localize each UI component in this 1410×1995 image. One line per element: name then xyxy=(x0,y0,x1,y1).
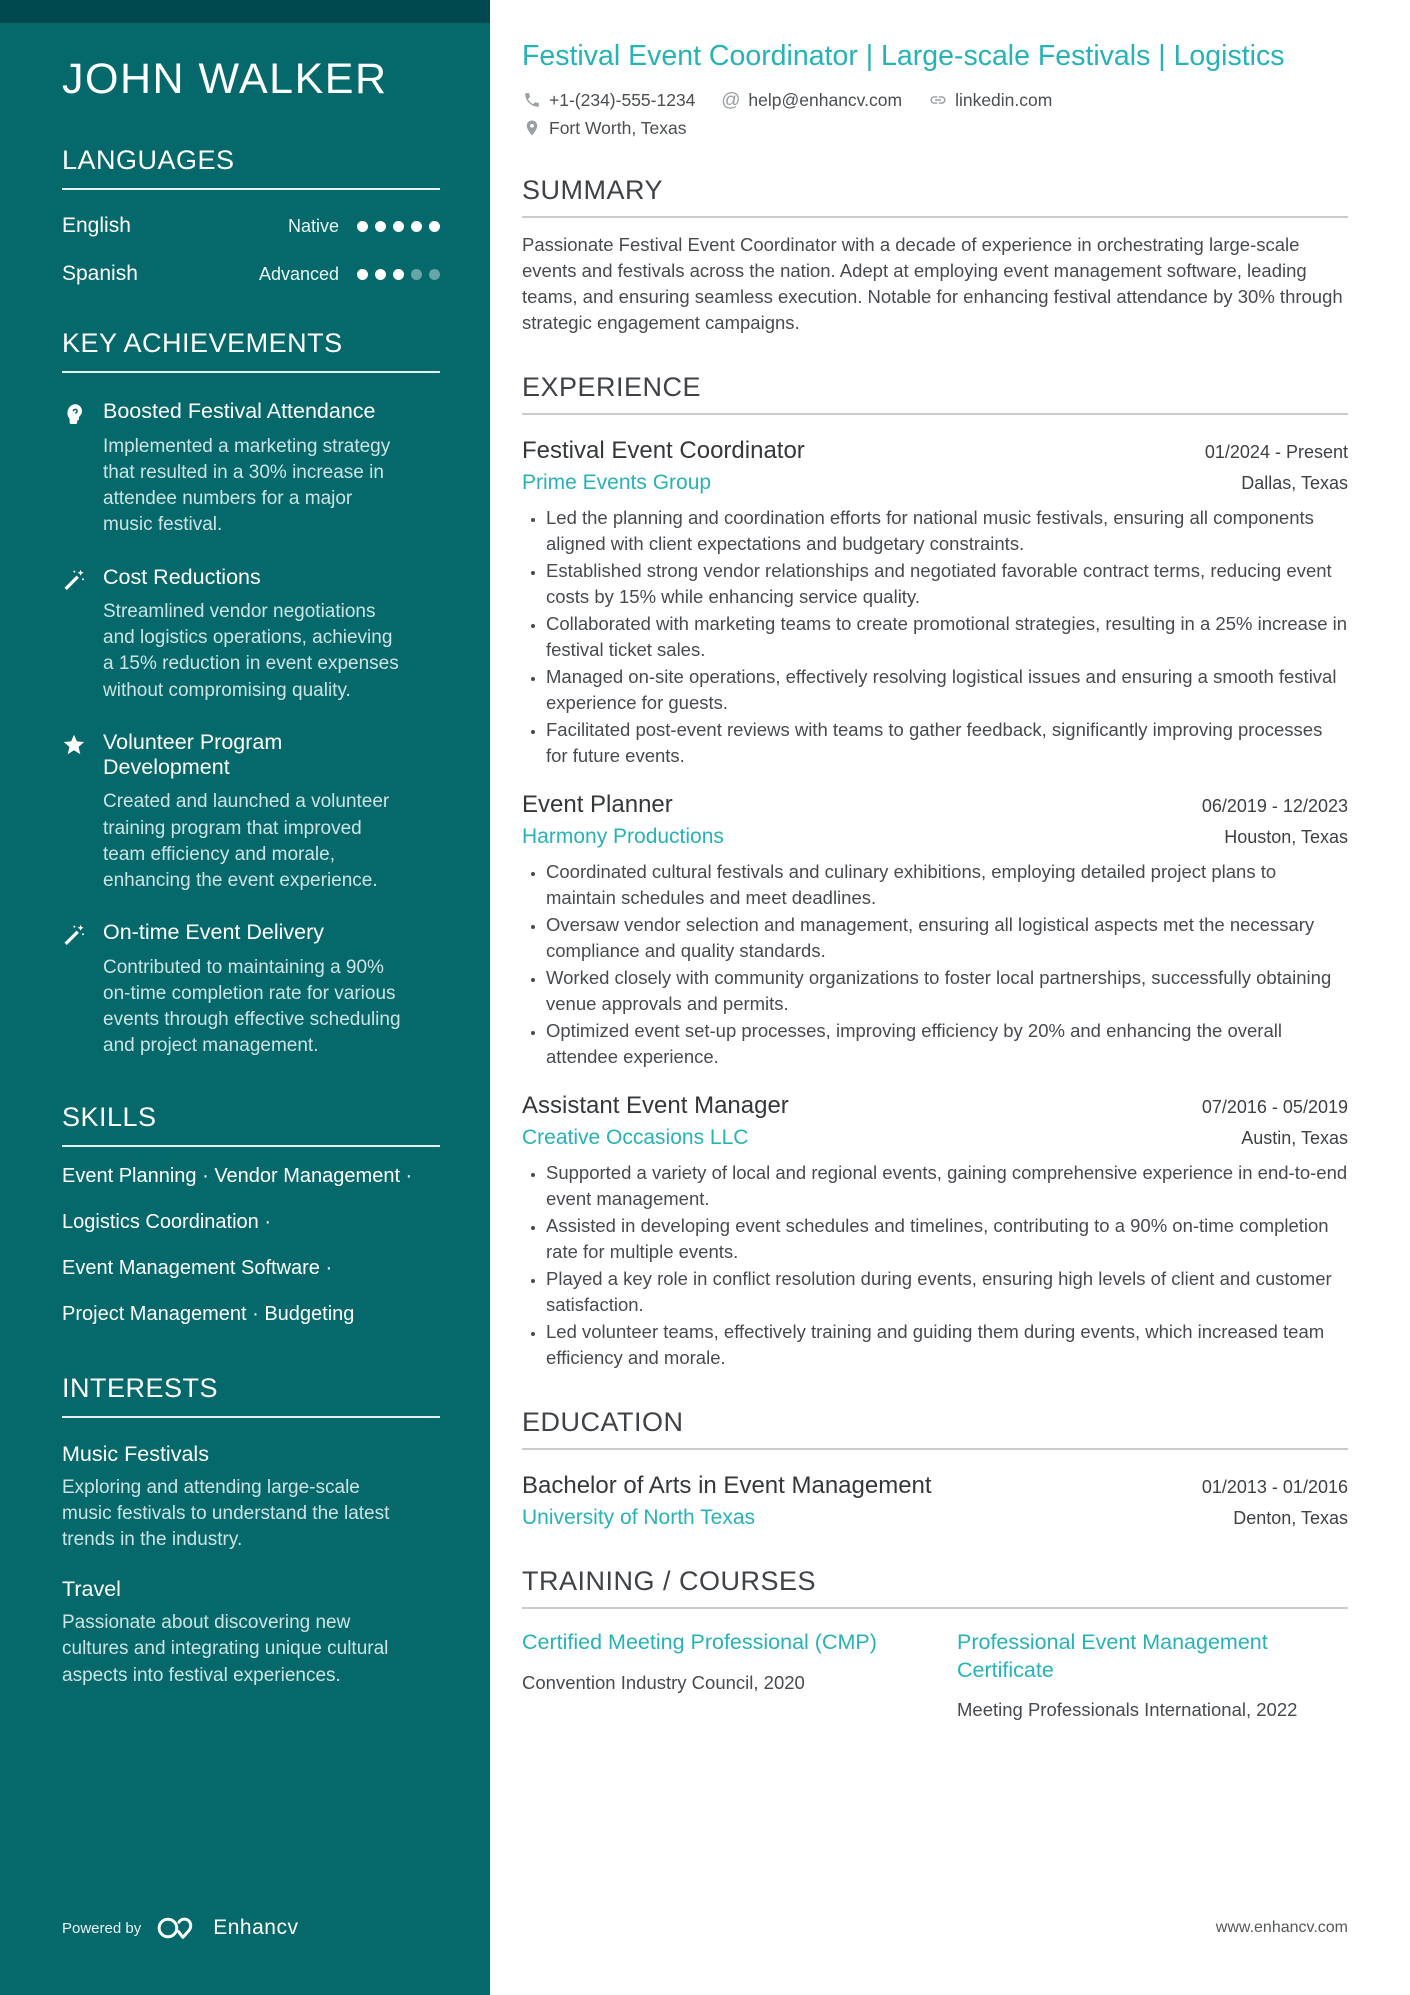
school-name: University of North Texas xyxy=(522,1505,756,1529)
education-heading: EDUCATION xyxy=(522,1406,684,1437)
enhancv-url[interactable]: www.enhancv.com xyxy=(1215,1919,1348,1936)
language-proficiency-dots xyxy=(357,269,440,280)
languages-heading: LANGUAGES xyxy=(62,145,235,176)
course-entry xyxy=(957,1629,1348,1724)
job-date-range: 01/2024 - Present xyxy=(1204,441,1348,462)
languages-section xyxy=(62,145,440,286)
enhancv-logo-icon xyxy=(155,1913,199,1943)
mind-icon xyxy=(62,399,88,538)
skill-line: Project Management · Budgeting xyxy=(62,1302,355,1325)
bullet-item: • Optimized event set-up processes, improving efficiency by 20% and enhancing the overall attendee experience. xyxy=(546,1018,1348,1070)
language-proficiency-dots xyxy=(357,221,440,232)
website-url[interactable]: linkedin.com xyxy=(955,89,1053,110)
language-row xyxy=(62,262,440,286)
experience-section xyxy=(522,372,1348,1371)
interest-item xyxy=(62,1577,440,1689)
achievement-title: Volunteer Program Development xyxy=(103,729,283,780)
website-contact[interactable] xyxy=(928,90,1052,111)
job-location: Houston, Texas xyxy=(1224,826,1348,847)
bullet-item: • Facilitated post-event reviews with teams to gather feedback, significantly improving processes for future events. xyxy=(546,717,1348,769)
training-heading: TRAINING / COURSES xyxy=(522,1565,817,1596)
section-divider xyxy=(62,371,440,373)
achievement-description: Implemented a marketing strategy that resulted in a 30% increase in attendee numbers for a major music festival. xyxy=(103,435,391,536)
job-location: Dallas, Texas xyxy=(1241,472,1348,493)
course-provider: Convention Industry Council, 2020 xyxy=(522,1671,805,1693)
bullet-item: • Collaborated with marketing teams to create promotional strategies, resulting in a 25% increase in festival ticket sales. xyxy=(546,611,1348,663)
interest-description: Exploring and attending large-scale music festivals to understand the latest trends in the industry. xyxy=(62,1476,390,1551)
bullet-item: • Established strong vendor relationships and negotiated favorable contract terms, reducing event costs by 15% while enhancing service quality. xyxy=(546,558,1348,610)
powered-by-label: Powered by xyxy=(62,1919,142,1937)
summary-heading: SUMMARY xyxy=(522,174,664,205)
skill-line: Logistics Coordination · xyxy=(62,1210,271,1233)
location-text: Fort Worth, Texas xyxy=(549,117,687,138)
section-divider xyxy=(62,188,440,190)
job-date-range: 07/2016 - 05/2019 xyxy=(1201,1096,1348,1117)
job-company: Prime Events Group xyxy=(522,470,712,494)
course-title: Certified Meeting Professional (CMP) xyxy=(522,1629,877,1654)
wand-icon xyxy=(62,565,88,704)
contact-row xyxy=(522,90,1222,139)
language-name: English xyxy=(62,214,131,238)
wand-icon xyxy=(62,920,88,1059)
skills-heading: SKILLS xyxy=(62,1101,157,1132)
email-contact[interactable] xyxy=(721,90,902,111)
interest-title: Music Festivals xyxy=(62,1441,209,1466)
brand-name: Enhancv xyxy=(213,1916,299,1939)
phone-number: +1-(234)-555-1234 xyxy=(549,89,696,110)
achievement-item xyxy=(62,920,440,1059)
school-location: Denton, Texas xyxy=(1233,1507,1348,1528)
language-level: Native xyxy=(287,215,339,236)
section-divider xyxy=(522,1448,1348,1450)
bullet-item: • Led volunteer teams, effectively training and guiding them during events, which increased team efficiency and morale. xyxy=(546,1319,1348,1371)
bullet-item: • Played a key role in conflict resolution during events, ensuring high levels of client and customer satisfaction. xyxy=(546,1266,1348,1318)
main-content xyxy=(490,0,1410,1995)
interest-description: Passionate about discovering new cultures and integrating unique cultural aspects into festival experiences. xyxy=(62,1612,389,1686)
achievement-item xyxy=(62,730,440,895)
phone-icon xyxy=(522,91,541,110)
achievement-title: Boosted Festival Attendance xyxy=(103,399,376,424)
achievement-description: Created and launched a volunteer training program that improved team efficiency and morale, enhancing the event experience. xyxy=(103,791,390,892)
section-divider xyxy=(522,413,1348,415)
sidebar xyxy=(0,0,490,1995)
experience-entry xyxy=(522,1092,1348,1371)
key-achievements-section xyxy=(62,328,440,1059)
phone-contact xyxy=(522,90,695,111)
bullet-item: • Worked closely with community organizations to foster local partnerships, successfully obtaining venue approvals and permits. xyxy=(546,965,1348,1017)
job-title: Event Planner xyxy=(522,790,673,818)
bullet-item: • Managed on-site operations, effectively resolving logistical issues and ensuring a smooth festival experience for guests. xyxy=(546,664,1348,716)
skill-line: Event Management Software · xyxy=(62,1256,333,1279)
bullet-item: • Oversaw vendor selection and management, ensuring all logistical aspects met the necessary compliance and quality standards. xyxy=(546,912,1348,964)
sidebar-footer xyxy=(62,1913,298,1943)
at-icon: @ xyxy=(721,89,741,111)
language-level: Advanced xyxy=(258,263,339,284)
job-date-range: 06/2019 - 12/2023 xyxy=(1201,795,1348,816)
bullet-item: • Coordinated cultural festivals and culinary exhibitions, employing detailed project plans to maintain schedules and meet deadlines. xyxy=(546,859,1348,911)
key-achievements-heading: KEY ACHIEVEMENTS xyxy=(62,328,343,359)
skill-line: Event Planning · Vendor Management · xyxy=(62,1164,413,1187)
achievement-description: Streamlined vendor negotiations and logistics operations, achieving a 15% reduction in event expenses without compromising quality. xyxy=(103,600,399,701)
bullet-item: • Supported a variety of local and regional events, gaining comprehensive experience in end-to-end event management. xyxy=(546,1160,1348,1212)
sidebar-top-accent-bar xyxy=(0,0,490,23)
skills-section xyxy=(62,1102,440,1331)
bullet-item: • Led the planning and coordination efforts for national music festivals, ensuring all components aligned with client expectations and budgetary constraints. xyxy=(546,505,1348,557)
summary-text: Passionate Festival Event Coordinator with a decade of experience in orchestrating large-scale events and festivals across the nation. Adept at employing event management software, leading teams, and ensuring seamless execution. Notable for enhancing festival attendance by 30% through strategic engagement campaigns. xyxy=(522,233,1343,333)
section-divider xyxy=(62,1416,440,1418)
experience-entry xyxy=(522,437,1348,769)
link-icon xyxy=(928,91,947,110)
interest-title: Travel xyxy=(62,1577,121,1602)
section-divider xyxy=(522,216,1348,218)
resume-headline: Festival Event Coordinator | Large-scale Festivals | Logistics xyxy=(522,40,1285,72)
education-date-range: 01/2013 - 01/2016 xyxy=(1201,1476,1348,1497)
course-entry xyxy=(522,1629,913,1724)
language-name: Spanish xyxy=(62,262,138,286)
bullet-item: • Assisted in developing event schedules and timelines, contributing to a 90% on-time completion rate for multiple events. xyxy=(546,1213,1348,1265)
course-provider: Meeting Professionals International, 2022 xyxy=(957,1699,1298,1721)
location-pin-icon xyxy=(522,119,541,138)
achievement-item xyxy=(62,399,440,538)
experience-heading: EXPERIENCE xyxy=(522,371,702,402)
achievement-title: Cost Reductions xyxy=(103,564,261,589)
candidate-name: JOHN WALKER xyxy=(62,55,388,103)
interests-section xyxy=(62,1373,440,1689)
achievement-item xyxy=(62,565,440,704)
degree-title: Bachelor of Arts in Event Management xyxy=(522,1471,932,1499)
education-entry xyxy=(522,1472,1348,1530)
course-title: Professional Event Management Certificate xyxy=(957,1629,1268,1682)
job-title: Festival Event Coordinator xyxy=(522,436,805,464)
achievement-description: Contributed to maintaining a 90% on-time completion rate for various events through effective scheduling and project management. xyxy=(103,956,401,1057)
training-section xyxy=(522,1566,1348,1724)
education-section xyxy=(522,1407,1348,1530)
job-title: Assistant Event Manager xyxy=(522,1091,789,1119)
job-company: Creative Occasions LLC xyxy=(522,1125,749,1149)
language-row xyxy=(62,214,440,238)
job-bullet-list xyxy=(522,505,1348,769)
email-address[interactable]: help@enhancv.com xyxy=(748,89,903,110)
interests-heading: INTERESTS xyxy=(62,1372,219,1403)
experience-entry xyxy=(522,791,1348,1070)
section-divider xyxy=(522,1607,1348,1609)
job-bullet-list xyxy=(522,1160,1348,1371)
job-bullet-list xyxy=(522,859,1348,1070)
star-icon xyxy=(62,730,88,895)
summary-section xyxy=(522,175,1348,336)
achievement-title: On-time Event Delivery xyxy=(103,920,325,945)
section-divider xyxy=(62,1145,440,1147)
job-company: Harmony Productions xyxy=(522,824,724,848)
location-contact xyxy=(522,118,1222,139)
job-location: Austin, Texas xyxy=(1241,1127,1348,1148)
interest-item xyxy=(62,1442,440,1554)
